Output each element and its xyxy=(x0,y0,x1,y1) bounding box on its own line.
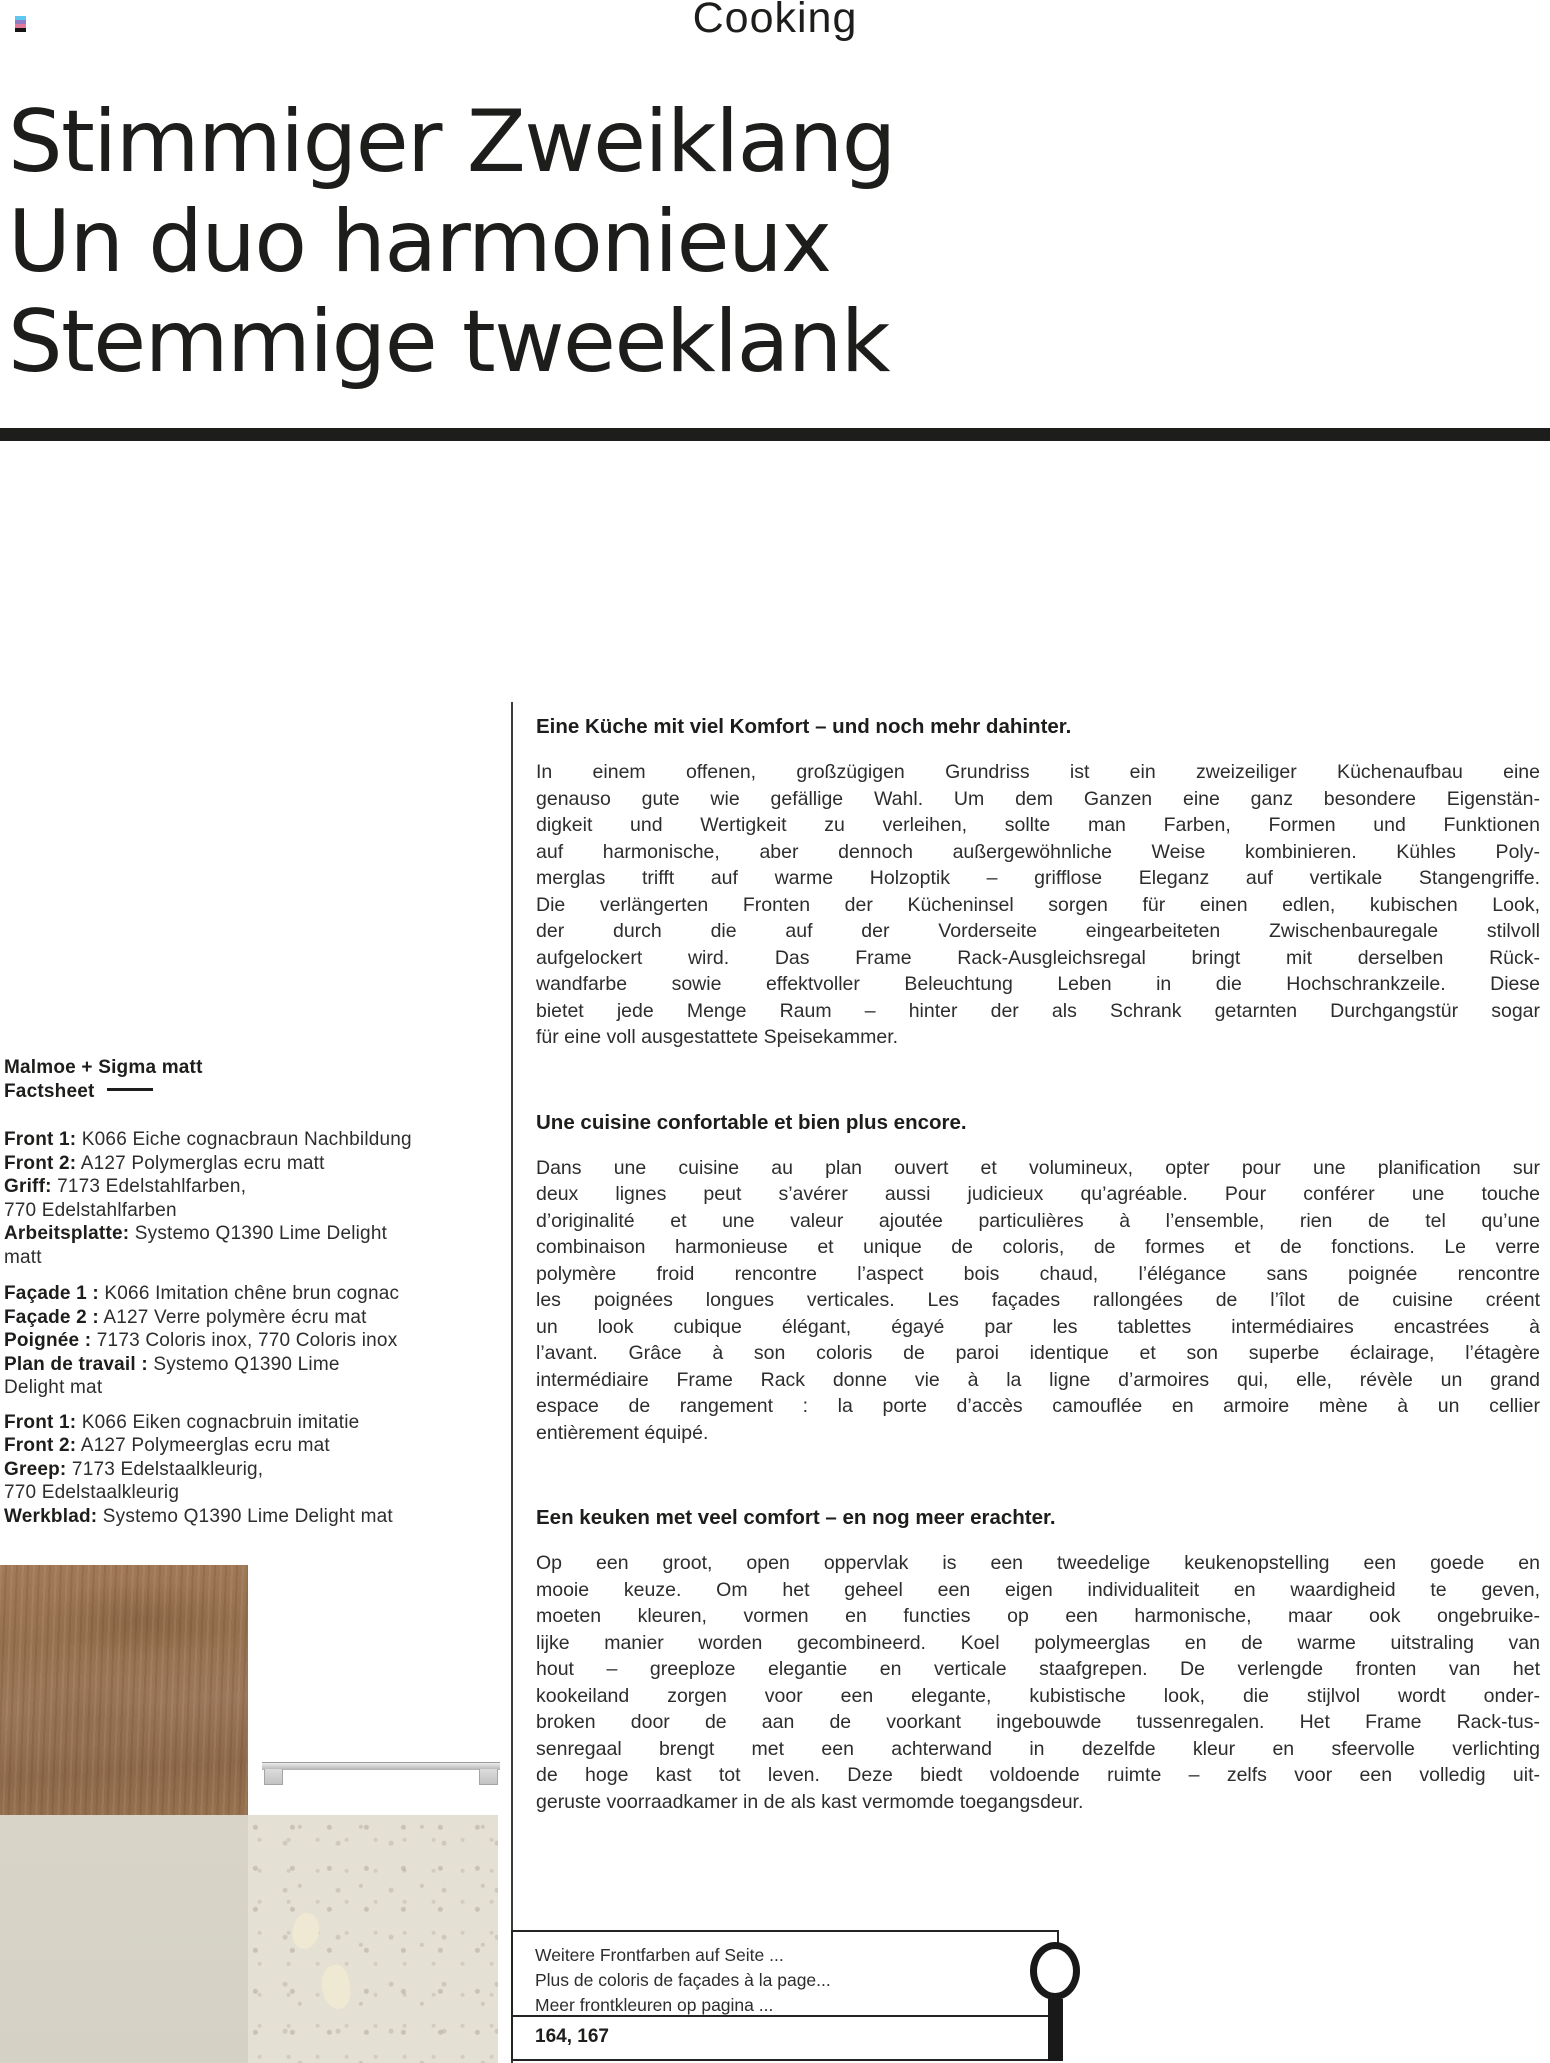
text-line: Arbeitsplatte: Systemo Q1390 Lime Delight xyxy=(4,1223,388,1244)
text-line: wandfarbe sowie effektvoller Beleuchtung Leben in die Hochschrankzeile. Diese xyxy=(536,973,1540,995)
factsheet-specs-de xyxy=(4,1128,509,1269)
text-line: merglas trifft auf warme Holzoptik – grifflose Eleganz auf vertikale Stangengriffe. xyxy=(536,867,1540,889)
text-line: genauso gute wie gefällige Wahl. Um dem Ganzen eine ganz besondere Eigenstän- xyxy=(536,787,1540,810)
handle-foot-right xyxy=(479,1769,498,1785)
text-line: Die verlängerten Fronten der Kücheninsel sorgen für einen edlen, kubischen Look, xyxy=(536,893,1540,916)
text-line: Front 1: K066 Eiken cognacbruin imitatie xyxy=(4,1411,360,1433)
handle-foot-left xyxy=(264,1769,283,1785)
text-line: 770 Edelstahlfarben xyxy=(4,1199,177,1221)
text-line: espace de rangement : la porte d’accès camouflée en armoire mène à un cellier xyxy=(536,1395,1540,1417)
text-line: d’originalité et une valeur ajoutée particulières à l’ensemble, rien de tel qu’une xyxy=(536,1209,1540,1232)
dash-rule xyxy=(107,1088,153,1091)
text-line: Meer frontkleuren op pagina ... xyxy=(535,1995,774,2015)
page-reference-lines xyxy=(513,1932,1057,2018)
page-numbers: 164, 167 xyxy=(513,2015,1057,2059)
text-line: de hoge kast tot leven. Deze biedt voldoende ruimte – zelfs voor een volledig uit- xyxy=(536,1764,1540,1786)
text-line: bietet jede Menge Raum – hinter der als Schrank getarnten Durchgangstür sogar xyxy=(536,999,1540,1022)
text-line: 770 Edelstaalkleurig xyxy=(4,1482,180,1503)
text-line: Front 2: A127 Polymerglas ecru matt xyxy=(4,1152,325,1174)
text-line: Delight mat xyxy=(4,1377,103,1398)
text-line: Poignée : 7173 Coloris inox, 770 Coloris inox xyxy=(4,1330,398,1351)
text-line: matt xyxy=(4,1246,42,1268)
text-line: digkeit und Wertigkeit zu verleihen, sollte man Farben, Formen und Funktionen xyxy=(536,814,1540,836)
title-line-nl: Stemmige tweeklank xyxy=(8,292,890,392)
page-reference-box xyxy=(511,1930,1059,2061)
article-body-de xyxy=(536,759,1540,1051)
factsheet-label-text: Factsheet xyxy=(4,1080,95,1102)
text-line: entièrement équipé. xyxy=(536,1421,709,1444)
factsheet xyxy=(4,1056,509,1528)
factsheet-label xyxy=(4,1080,509,1104)
text-line: Plan de travail : Systemo Q1390 Lime xyxy=(4,1353,340,1375)
divider-bar xyxy=(0,428,1550,441)
text-line: lijke manier worden gecombineerd. Koel polymeerglas en de warme uitstraling van xyxy=(536,1631,1540,1654)
articles-column xyxy=(513,700,1540,1815)
article-body-nl xyxy=(536,1550,1540,1815)
title-line-de: Stimmiger Zweiklang xyxy=(8,92,895,192)
terrazzo-chip xyxy=(289,1910,323,1951)
text-line: Werkblad: Systemo Q1390 Lime Delight mat xyxy=(4,1505,393,1527)
text-line: Op een groot, open oppervlak is een tweedelige keukenopstelling een goede en xyxy=(536,1552,1540,1574)
handle-bar xyxy=(262,1762,500,1770)
text-line: polymère froid rencontre l’aspect bois chaud, l’élégance sans poignée rencontre xyxy=(536,1262,1540,1285)
bar-handle-image xyxy=(262,1757,500,1785)
ecru-swatch xyxy=(0,1815,248,2063)
text-line: deux lignes peut s’avérer aussi judicieux qu’agréable. Pour conférer une touche xyxy=(536,1183,1540,1205)
magnifier-handle xyxy=(1048,1999,1063,2061)
magnifier-lens xyxy=(1030,1942,1080,2000)
magnifier-icon xyxy=(1030,1942,1082,2063)
text-line: moeten kleuren, vormen en functies op een harmonische, maar ook ongebruike- xyxy=(536,1605,1540,1627)
text-line: un look cubique élégant, égayé par les tablettes intermédiaires encastrées à xyxy=(536,1315,1540,1338)
text-line: geruste voorraadkamer in de als kast vermomde toegangsdeur. xyxy=(536,1790,1084,1813)
text-line: les poignées longues verticales. Les façades rallongées de l’îlot de cuisine créent xyxy=(536,1289,1540,1311)
text-line: broken door de aan de voorkant ingebouwde tussenregalen. Het Frame Rack-tus- xyxy=(536,1711,1540,1733)
section-header: Cooking xyxy=(692,0,858,42)
text-line: Plus de coloris de façades à la page... xyxy=(535,1970,831,1990)
product-name: Malmoe + Sigma matt xyxy=(4,1057,203,1078)
article-heading-nl: Een keuken met veel comfort – en nog meer erachter. xyxy=(536,1506,1056,1529)
article-heading-de: Eine Küche mit viel Komfort – und noch mehr dahinter. xyxy=(536,715,1072,738)
text-line: combinaison harmonieuse et unique de coloris, de formes et de fonctions. Le verre xyxy=(536,1236,1540,1258)
terrazzo-swatch xyxy=(248,1815,498,2063)
text-line: Façade 2 : A127 Verre polymère écru mat xyxy=(4,1306,367,1328)
text-line: Façade 1 : K066 Imitation chêne brun cognac xyxy=(4,1283,400,1304)
text-line: Griff: 7173 Edelstahlfarben, xyxy=(4,1176,247,1197)
text-line: intermédiaire Frame Rack donne vie à la ligne d’armoires qui, elle, révèle un grand xyxy=(536,1368,1540,1391)
text-line: für eine voll ausgestattete Speisekammer. xyxy=(536,1026,899,1048)
page-title xyxy=(8,92,895,392)
text-line: Greep: 7173 Edelstaalkleurig, xyxy=(4,1458,264,1480)
text-line: senregaal brengt met een achterwand in dezelfde kleur en sfeervolle verlichting xyxy=(536,1737,1540,1760)
text-line: In einem offenen, großzügigen Grundriss ist ein zweizeiliger Küchenaufbau eine xyxy=(536,761,1540,783)
text-line: aufgelockert wird. Das Frame Rack-Ausgleichsregal bringt mit derselben Rück- xyxy=(536,946,1540,969)
factsheet-specs-fr xyxy=(4,1282,509,1400)
wood-swatch xyxy=(0,1565,248,1815)
text-line: Front 1: K066 Eiche cognacbraun Nachbildung xyxy=(4,1129,412,1150)
text-line: auf harmonische, aber dennoch außergewöhnliche Weise kombinieren. Kühles Poly- xyxy=(536,840,1540,863)
text-line: l’avant. Grâce à son coloris de paroi identique et son superbe éclairage, l’étagère xyxy=(536,1342,1540,1364)
factsheet-specs-nl xyxy=(4,1411,509,1529)
text-line: kookeiland zorgen voor een elegante, kubistische look, die stijlvol wordt onder- xyxy=(536,1684,1540,1707)
title-line-fr: Un duo harmonieux xyxy=(8,192,831,292)
text-line: mooie keuze. Om het geheel een eigen individualiteit en waardigheid te geven, xyxy=(536,1578,1540,1601)
terrazzo-chip xyxy=(319,1963,354,2011)
text-line: Dans une cuisine au plan ouvert et volumineux, opter pour une planification sur xyxy=(536,1156,1540,1179)
article-heading-fr: Une cuisine confortable et bien plus encore. xyxy=(536,1110,967,1134)
text-line: Weitere Frontfarben auf Seite ... xyxy=(535,1945,784,1965)
article-body-fr xyxy=(536,1155,1540,1447)
text-line: der durch die auf der Vorderseite eingearbeiteten Zwischenbauregale stilvoll xyxy=(536,920,1540,942)
text-line: hout – greeploze elegantie en verticale staafgrepen. De verlengde fronten van het xyxy=(536,1658,1540,1680)
text-line: Front 2: A127 Polymeerglas ecru mat xyxy=(4,1435,330,1456)
